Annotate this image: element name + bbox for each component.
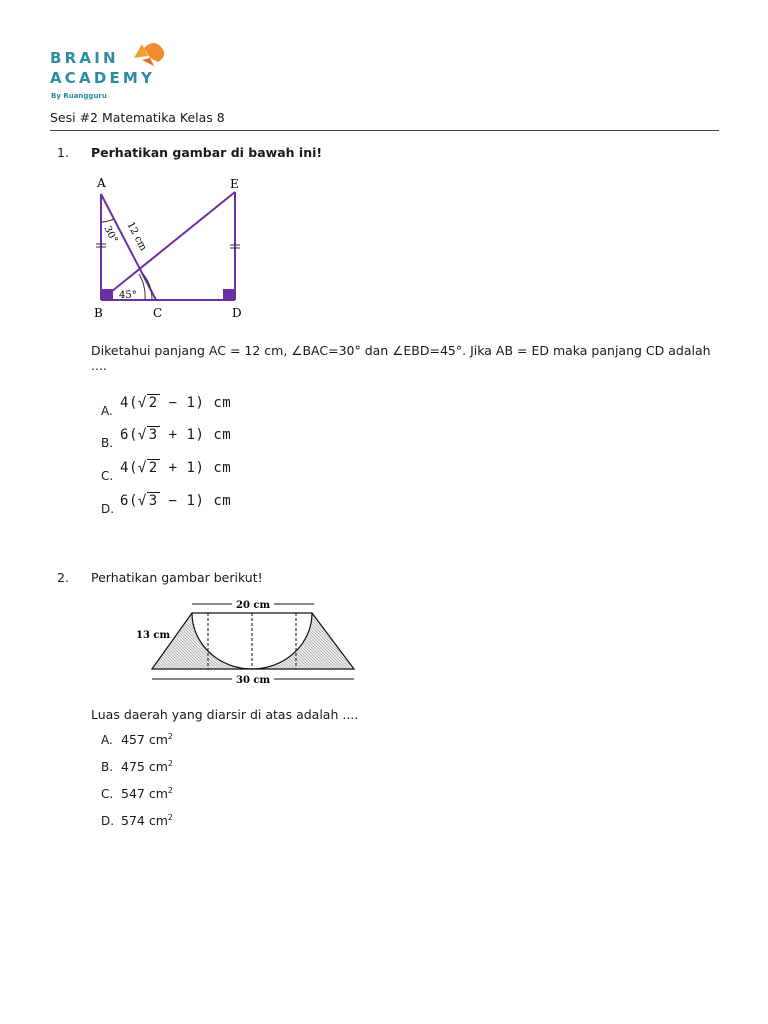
logo-academy-text: ACADEMY [50,69,156,87]
q2-number: 2. [57,570,69,585]
angle-45-label: 45° [119,290,137,301]
session-title: Sesi #2 Matematika Kelas 8 [50,110,225,125]
q2-option-c-letter: C. [101,787,114,801]
q1-triangle-figure [85,170,260,325]
logo-brain-text: BRAIN [50,49,119,67]
label-b: B [94,306,103,320]
logo-byline: By Ruangguru [51,92,107,100]
q2-option-a-value[interactable]: 457 $cm^2$ [121,731,173,747]
q2-text: Luas daerah yang diarsir di atas adalah .... [91,707,359,722]
q2-prompt: Perhatikan gambar berikut! [91,570,263,585]
dim-side-label: 13 cm [136,630,171,641]
q1-option-b-formula[interactable]: 6(√ 3 + 1) cm [120,427,232,443]
q1-option-a-formula[interactable]: 4(√ 2 − 1) cm [120,395,232,411]
header-divider [50,130,719,131]
q1-option-d-letter: D. [101,502,115,516]
logo-brain-icon [128,40,170,70]
q2-option-d-value[interactable]: 574 $cm^2$ [121,812,173,828]
q2-option-b-value[interactable]: 475 $cm^2$ [121,758,173,774]
q2-option-d-letter: D. [101,814,115,828]
q2-option-a-letter: A. [101,733,113,747]
q2-trapezoid-figure [132,594,362,686]
label-a: A [97,176,106,190]
q1-option-a-letter: A. [101,404,113,418]
q1-option-c-letter: C. [101,469,114,483]
q2-option-b-letter: B. [101,760,114,774]
q2-option-c-value[interactable]: 547 $cm^2$ [121,785,173,801]
label-c: C [153,306,163,320]
angle-30-label: 30° [101,224,120,246]
q1-option-c-formula[interactable]: 4(√ 2 + 1) cm [120,460,232,476]
q1-text: Diketahui panjang AC = 12 cm, ∠BAC=30° dan ∠EBD=45°. Jika AB = ED maka panjang CD adalah .... [91,343,711,373]
q1-number: 1. [57,145,69,160]
dim-bottom-label: 30 cm [236,675,271,686]
q1-prompt: Perhatikan gambar di bawah ini! [91,145,323,160]
q1-option-d-formula[interactable]: 6(√ 3 − 1) cm [120,493,232,509]
q1-option-b-letter: B. [101,436,114,450]
label-d: D [232,306,242,320]
label-e: E [230,177,239,191]
dim-top-label: 20 cm [236,600,271,611]
length-12cm-label: 12 cm [124,220,149,253]
